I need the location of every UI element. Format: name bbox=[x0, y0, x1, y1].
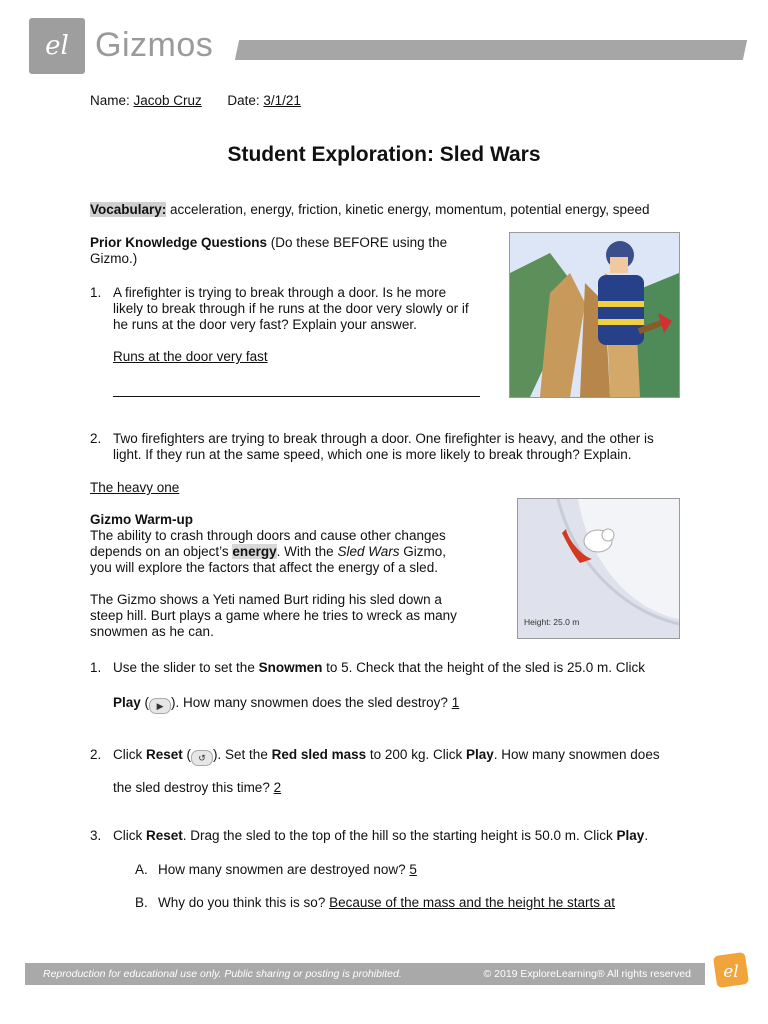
q2-part: the sled destroy this time? bbox=[113, 780, 270, 795]
warmup-heading: Gizmo Warm-up bbox=[90, 512, 193, 527]
prior-knowledge-heading bbox=[90, 235, 447, 267]
q1-text bbox=[113, 660, 713, 676]
prior-q2-answer: The heavy one bbox=[90, 480, 180, 495]
q2-num: 2. bbox=[90, 747, 102, 762]
prior-q1-line: he runs at the door very fast? Explain your answer. bbox=[113, 317, 417, 332]
q1-snowmen: Snowmen bbox=[258, 660, 323, 675]
brand-name: Gizmos bbox=[95, 26, 214, 64]
q2-text: Click Reset ( ↺ ). Set the Red sled mass to 200 kg. Click Play. How many snowmen does bbox=[113, 747, 733, 766]
name-label: Name: bbox=[90, 93, 130, 108]
vocabulary-label: Vocabulary: bbox=[90, 202, 167, 217]
q1-part: to 5. Check that the height of the sled is 25.0 m. Click bbox=[326, 660, 646, 675]
prior-q2-line: light. If they run at the same speed, which one is more likely to break through? Explain. bbox=[113, 447, 632, 462]
warmup-text-line: The ability to crash through doors and cause other changes bbox=[90, 528, 446, 543]
prior-heading-note: (Do these BEFORE using the bbox=[270, 235, 448, 250]
q3-a-answer: 5 bbox=[409, 862, 417, 877]
q3-b-text: Why do you think this is so? bbox=[158, 895, 326, 910]
warmup-text-line: The Gizmo shows a Yeti named Burt riding his sled down a bbox=[90, 592, 442, 607]
q3-b-label: B. bbox=[135, 895, 148, 910]
sled-gizmo-image bbox=[517, 498, 680, 639]
prior-heading-note2: Gizmo.) bbox=[90, 251, 138, 266]
height-readout: Height: 25.0 m bbox=[524, 617, 580, 627]
q1-num: 1. bbox=[90, 660, 102, 675]
answer-line bbox=[113, 396, 480, 397]
q3-num: 3. bbox=[90, 828, 102, 843]
q1-part: Use the slider to set the bbox=[113, 660, 255, 675]
prior-q1-answer: Runs at the door very fast bbox=[113, 349, 268, 364]
q3-part: . Drag the sled to the top of the hill so the starting height is 50.0 m. Click bbox=[182, 828, 613, 843]
warmup-text-line: steep hill. Burt plays a game where he tries to wreck as many bbox=[90, 608, 457, 623]
student-info bbox=[90, 93, 301, 108]
play-icon: ▶ bbox=[149, 698, 171, 714]
q1-answer: 1 bbox=[451, 695, 460, 710]
explorelearning-logo bbox=[711, 950, 751, 990]
vocabulary-terms: acceleration, energy, friction, kinetic energy, momentum, potential energy, speed bbox=[170, 202, 650, 217]
q3-play: Play bbox=[616, 828, 645, 843]
warmup-text: Gizmo, bbox=[403, 544, 447, 559]
svg-text:el: el bbox=[723, 962, 739, 982]
q3-a-label: A. bbox=[135, 862, 148, 877]
logo-glyph: el bbox=[45, 31, 69, 61]
q2-part: to 200 kg. Click bbox=[369, 747, 463, 762]
gizmos-logo bbox=[29, 18, 85, 74]
date-value: 3/1/21 bbox=[263, 93, 301, 108]
header-bar bbox=[235, 40, 747, 60]
firefighter-image bbox=[509, 232, 680, 398]
q2-reset: Reset bbox=[146, 747, 183, 762]
q3-reset: Reset bbox=[146, 828, 183, 843]
name-value: Jacob Cruz bbox=[133, 93, 202, 108]
page-title: Student Exploration: Sled Wars bbox=[227, 143, 541, 166]
warmup-text: . With the bbox=[276, 544, 334, 559]
prior-q2 bbox=[113, 431, 683, 463]
warmup-section bbox=[90, 512, 490, 640]
prior-q2-num: 2. bbox=[90, 431, 102, 446]
footer-disclaimer: Reproduction for educational use only. Public sharing or posting is prohibited. bbox=[43, 968, 402, 980]
prior-q1-line: A firefighter is trying to break through a door. Is he more bbox=[113, 285, 447, 300]
prior-heading-text: Prior Knowledge Questions bbox=[90, 235, 268, 250]
q2-part: ). Set the bbox=[213, 747, 268, 762]
q2-answer: 2 bbox=[273, 780, 282, 795]
q2-play: Play bbox=[465, 747, 494, 762]
q3-a bbox=[158, 862, 417, 878]
reset-icon: ↺ bbox=[191, 750, 213, 766]
vocabulary bbox=[90, 202, 650, 217]
q3-b bbox=[158, 895, 615, 911]
prior-q2-line: Two firefighters are trying to break through a door. One firefighter is heavy, and the other is bbox=[113, 431, 654, 446]
q2-part: . How many snowmen does bbox=[493, 747, 660, 762]
footer-copyright: © 2019 ExploreLearning® All rights reserved bbox=[483, 968, 691, 980]
firefighter-illustration bbox=[510, 233, 679, 397]
q2-red-sled-mass: Red sled mass bbox=[271, 747, 367, 762]
warmup-text-line bbox=[90, 544, 490, 560]
q1-part: ). How many snowmen does the sled destroy? bbox=[171, 695, 448, 710]
prior-q1 bbox=[113, 285, 488, 333]
warmup-text: depends on an object’s bbox=[90, 544, 229, 559]
q1-play: Play bbox=[113, 695, 141, 710]
sled-wars-title: Sled Wars bbox=[337, 544, 400, 559]
q3-part: Click bbox=[113, 828, 143, 843]
q3-a-text: How many snowmen are destroyed now? bbox=[158, 862, 406, 877]
prior-q1-num: 1. bbox=[90, 285, 102, 300]
prior-q1-line: likely to break through if he runs at the door very slowly or if bbox=[113, 301, 469, 316]
el-logo-icon bbox=[711, 950, 751, 990]
footer-bar bbox=[25, 963, 705, 985]
q3-b-answer: Because of the mass and the height he starts at bbox=[329, 895, 616, 910]
warmup-text-line: snowmen as he can. bbox=[90, 624, 214, 639]
q2-line2 bbox=[113, 780, 281, 796]
q2-part: Click bbox=[113, 747, 143, 762]
date-label: Date: bbox=[227, 93, 260, 108]
warmup-text-line: you will explore the factors that affect the energy of a sled. bbox=[90, 560, 438, 575]
energy-term: energy bbox=[232, 544, 277, 559]
q1-line2: Play ( ▶ ). How many snowmen does the sled destroy? 1 bbox=[113, 695, 459, 714]
q3-text: Click Reset. Drag the sled to the top of the hill so the starting height is 50.0 m. Click Play. bbox=[113, 828, 649, 843]
